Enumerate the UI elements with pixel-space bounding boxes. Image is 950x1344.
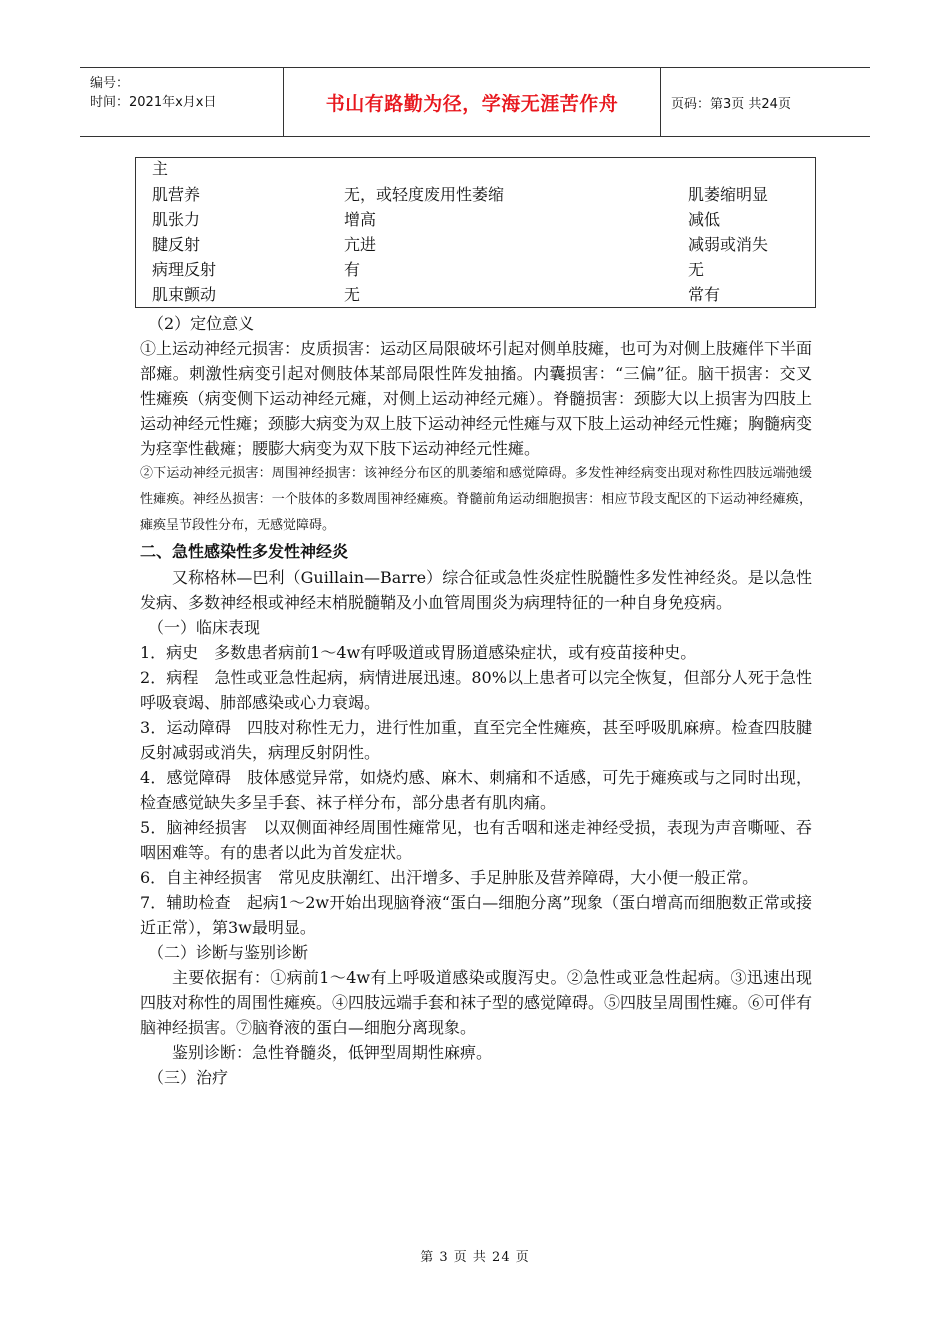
header-motto: 书山有路勤为径，学海无涯苦作舟 — [283, 68, 661, 136]
paragraph: 又称格林—巴利（Guillain—Barre）综合征或急性炎症性脱髓性多发性神经炎。是以急性发病、多数神经根或神经末梢脱髓鞘及小血管周围炎为病理特征的一种自身免疫病。 — [140, 568, 812, 612]
header-page-info: 页码：第3页 共24页 — [671, 96, 791, 112]
table-cell: 亢进 — [344, 235, 377, 254]
table-row — [144, 182, 815, 207]
table-cell: 腱反射 — [152, 235, 201, 254]
table-row — [144, 207, 815, 232]
section-subheading: （2）定位意义 — [148, 314, 255, 333]
section-heading: 二、急性感染性多发性神经炎 — [140, 542, 349, 561]
table-row — [144, 257, 815, 282]
page-footer: 第 3 页 共 24 页 — [420, 1250, 530, 1265]
table-cell: 肌萎缩明显 — [688, 185, 769, 204]
table-cell: 常有 — [688, 285, 721, 304]
paragraph: 鉴别诊断：急性脊髓炎，低钾型周期性麻痹。 — [172, 1043, 493, 1062]
list-item: 3．运动障碍 四肢对称性无力，进行性加重，直至完全性瘫痪，甚至呼吸肌麻痹。检查四肢腱反射减弱或消失，病理反射阴性。 — [140, 718, 812, 762]
paragraph: ②下运动神经元损害：周围神经损害：该神经分布区的肌萎缩和感觉障碍。多发性神经病变出现对称性四肢远端弛缓性瘫痪。神经丛损害：一个肢体的多数周围神经瘫痪。脊髓前角运动细胞损害：相应节段支配区的下运动神经瘫痪，瘫痪呈节段性分布，无感觉障碍。 — [140, 466, 812, 533]
paragraph: 主要依据有：①病前1～4w有上呼吸道感染或腹泻史。②急性或亚急性起病。③迅速出现四肢对称性的周围性瘫痪。④四肢远端手套和袜子型的感觉障碍。⑤四肢呈周围性瘫。⑥可伴有脑神经损害。⑦脑脊液的蛋白—细胞分离现象。 — [140, 968, 813, 1037]
number-label: 编号： — [90, 76, 130, 91]
section-subheading: （三）治疗 — [148, 1068, 229, 1087]
section-subheading: （二）诊断与鉴别诊断 — [148, 943, 309, 962]
table-row — [144, 158, 815, 182]
table-cell: 无 — [344, 285, 361, 304]
table-cell: 有 — [344, 260, 361, 279]
table-cell: 主 — [152, 159, 169, 178]
table-cell: 肌营养 — [152, 185, 201, 204]
list-item: 6．自主神经损害 常见皮肤潮红、出汗增多、手足肿胀及营养障碍，大小便一般正常。 — [140, 868, 759, 887]
list-item: 1．病史 多数患者病前1～4w有呼吸道或胃肠道感染症状，或有疫苗接种史。 — [140, 643, 697, 662]
table-cell: 肌张力 — [152, 210, 201, 229]
table-row — [144, 282, 815, 307]
table-cell: 无 — [688, 260, 705, 279]
list-item: 2．病程 急性或亚急性起病，病情进展迅速。80%以上患者可以完全恢复，但部分人死于急性呼吸衰竭、肺部感染或心力衰竭。 — [140, 668, 812, 712]
table-cell: 病理反射 — [152, 260, 217, 279]
table-cell: 减低 — [688, 210, 721, 229]
table-cell: 无，或轻度废用性萎缩 — [344, 185, 505, 204]
list-item: 7．辅助检查 起病1～2w开始出现脑脊液“蛋白—细胞分离”现象（蛋白增高而细胞数正常或接近正常），第3w最明显。 — [140, 893, 812, 937]
list-item: 4．感觉障碍 肢体感觉异常，如烧灼感、麻木、刺痛和不适感，可先于瘫痪或与之同时出现，检查感觉缺失多呈手套、袜子样分布，部分患者有肌肉痛。 — [140, 768, 812, 812]
paragraph: ①上运动神经元损害：皮质损害：运动区局限破坏引起对侧单肢瘫，也可为对侧上肢瘫伴下半面部瘫。刺激性病变引起对侧肢体某部局限性阵发抽搐。内囊损害：“三偏”征。脑干损害：交叉性瘫痪（病变侧下运动神经元瘫，对侧上运动神经元瘫）。脊髓损害：颈膨大以上损害为四肢上运动神经元性瘫；颈膨大病变为双上肢下运动神经元性瘫与双下肢上运动神经元性瘫；胸髓病变为痉挛性截瘫；腰膨大病变为双下肢下运动神经元性瘫。 — [140, 339, 813, 458]
section-subheading: （一）临床表现 — [148, 618, 261, 637]
page-header — [80, 67, 870, 137]
time-label: 时间：2021年x月x日 — [90, 95, 217, 110]
table-cell: 肌束颤动 — [152, 285, 217, 304]
header-meta — [80, 68, 283, 136]
table-cell: 减弱或消失 — [688, 235, 769, 254]
document-body — [140, 311, 812, 1090]
table-cell: 增高 — [344, 210, 377, 229]
list-item: 5．脑神经损害 以双侧面神经周围性瘫常见，也有舌咽和迷走神经受损，表现为声音嘶哑、吞咽困难等。有的患者以此为首发症状。 — [140, 818, 812, 862]
table-row — [144, 232, 815, 257]
comparison-table — [135, 157, 816, 308]
